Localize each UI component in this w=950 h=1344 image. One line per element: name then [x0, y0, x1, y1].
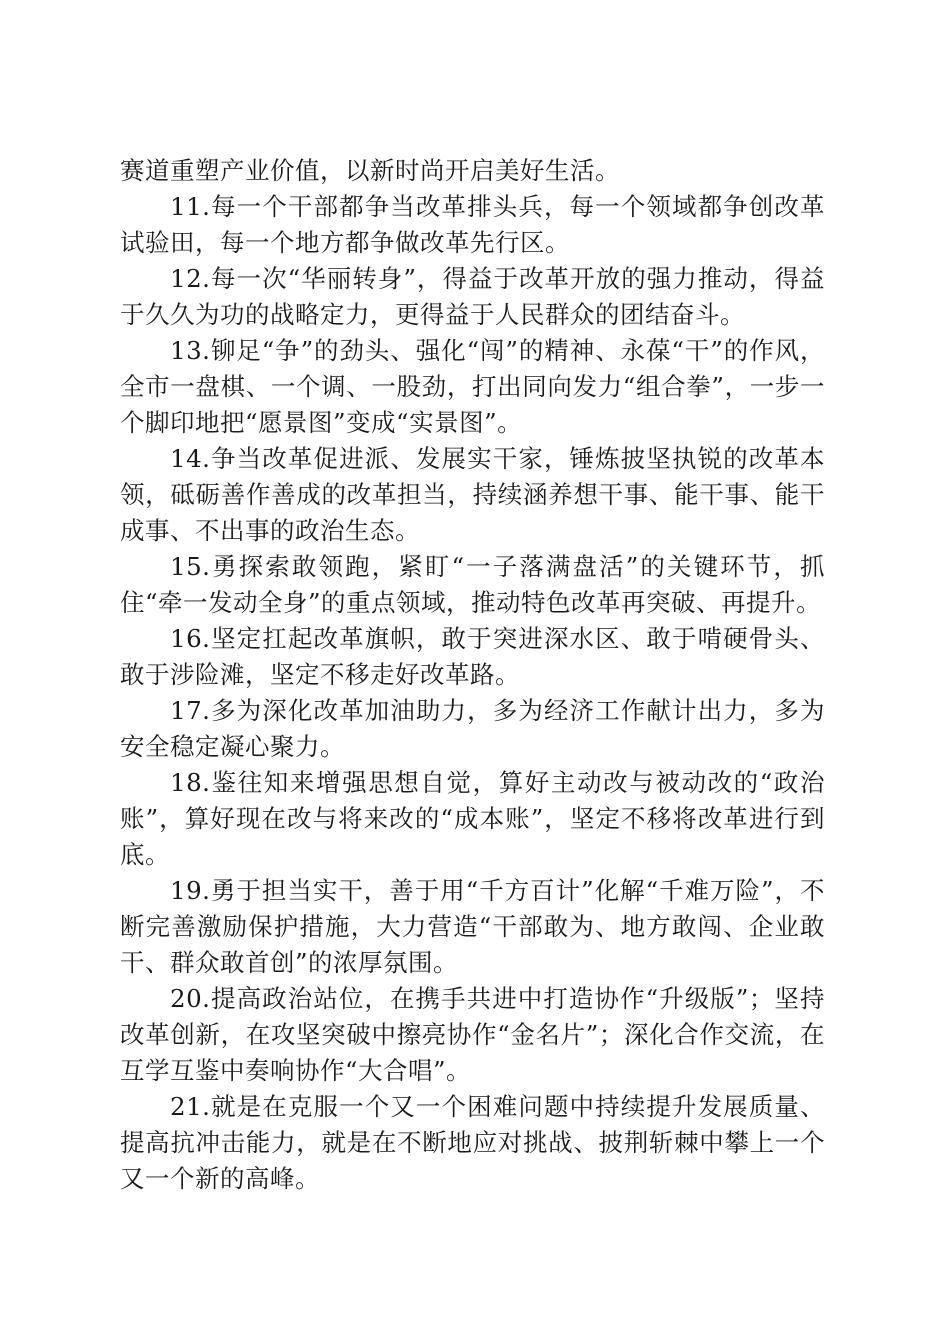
paragraph-item-20: 20.提高政治站位，在携手共进中打造协作“升级版”；坚持改革创新，在攻坚突破中擦亮协作“金名片”；深化合作交流，在互学互鉴中奏响协作“大合唱”。 — [120, 984, 825, 1085]
paragraph-item-11: 11.每一个干部都争当改革排头兵，每一个领域都争创改革试验田，每一个地方都争做改革先行区。 — [120, 192, 825, 257]
document-body — [120, 153, 825, 1197]
paragraph-item-12: 12.每一次“华丽转身”，得益于改革开放的强力推动，得益于久久为功的战略定力，更得益于人民群众的团结奋斗。 — [120, 264, 825, 329]
paragraph-item-21: 21.就是在克服一个又一个困难问题中持续提升发展质量、提高抗冲击能力，就是在不断地应对挑战、披荆斩棘中攀上一个又一个新的高峰。 — [120, 1092, 825, 1193]
paragraph-item-14: 14.争当改革促进派、发展实干家，锤炼披坚执锐的改革本领，砥砺善作善成的改革担当，持续涵养想干事、能干事、能干成事、不出事的政治生态。 — [120, 444, 825, 545]
paragraph-item-19: 19.勇于担当实干，善于用“千方百计”化解“千难万险”，不断完善激励保护措施，大力营造“干部敢为、地方敢闯、企业敢干、群众敢首创”的浓厚氛围。 — [120, 876, 825, 977]
paragraph-item-13: 13.铆足“争”的劲头、强化“闯”的精神、永葆“干”的作风，全市一盘棋、一个调、一股劲，打出同向发力“组合拳”，一步一个脚印地把“愿景图”变成“实景图”。 — [120, 336, 825, 437]
paragraph-continuation: 赛道重塑产业价值，以新时尚开启美好生活。 — [120, 156, 620, 185]
paragraph-item-17: 17.多为深化改革加油助力，多为经济工作献计出力，多为安全稳定凝心聚力。 — [120, 696, 825, 761]
paragraph-item-18: 18.鉴往知来增强思想自觉，算好主动改与被动改的“政治账”，算好现在改与将来改的“成本账”，坚定不移将改革进行到底。 — [120, 768, 825, 869]
paragraph-item-16: 16.坚定扛起改革旗帜，敢于突进深水区、敢于啃硬骨头、敢于涉险滩，坚定不移走好改革路。 — [120, 624, 825, 689]
paragraph-item-15: 15.勇探索敢领跑，紧盯“一子落满盘活”的关键环节，抓住“牵一发动全身”的重点领域，推动特色改革再突破、再提升。 — [120, 552, 825, 617]
